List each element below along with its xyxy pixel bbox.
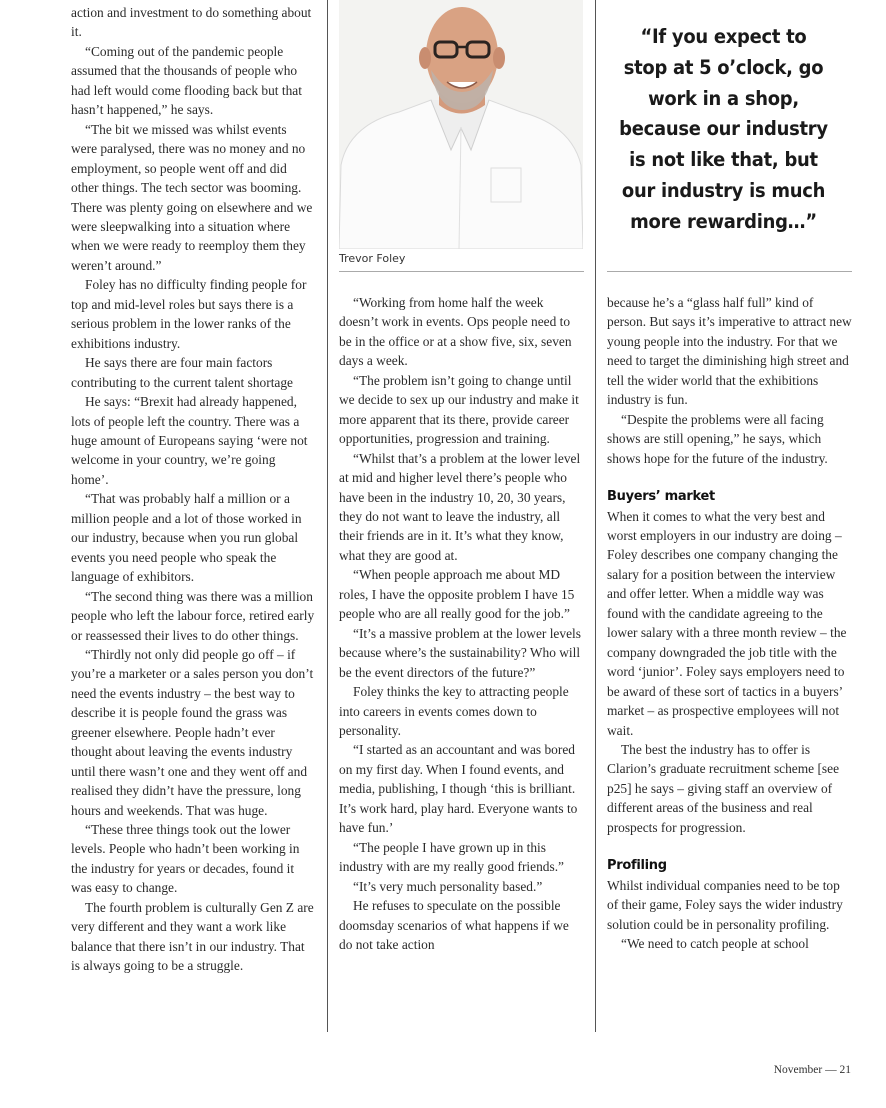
paragraph: “The second thing was there was a million people who left the labour force, retired early or reassessed their lives to do other things. (71, 588, 315, 643)
paragraph: “Thirdly not only did people go off – if you’re a marketer or a sales person you don’t need the events industry – the best way to describe it is people found the grass was greener elsewhere. People hadn’t ever thought about leaving the events industry until there wasn’t one and they went off and realised they didn’t have the pressure, long hours and weekends. That was huge. (71, 646, 314, 818)
paragraph: “When people approach me about MD roles, I have the opposite problem I have 15 people who are all really good for the job.” (339, 567, 575, 622)
subhead-profiling: Profiling (607, 858, 667, 874)
column-divider-right (595, 0, 596, 1032)
paragraph: He says: “Brexit had already happened, lots of people left the country. There was a huge amount of Europeans saying ‘were not welcome in your country, we’re going home’. (71, 394, 308, 487)
paragraph: action and investment to do something about it. (71, 5, 312, 40)
photo-caption: Trevor Foley (339, 252, 406, 265)
paragraph: He says there are four main factors contributing to the current talent shortage (71, 355, 293, 390)
paragraph: The best the industry has to offer is Clarion’s graduate recruitment scheme [see p25] he says – giving staff an overview of different areas of the business and real prospects for progression. (607, 741, 840, 835)
caption-rule (339, 271, 584, 272)
paragraph: “Whilst that’s a problem at the lower level at mid and higher level there’s people who have been in the industry 10, 20, 30 years, they do not want to leave the industry, all their friends are in it. It’s what they know, what they are good at. (339, 450, 581, 563)
paragraph: “Working from home half the week doesn’t work in events. Ops people need to be in the office or at a show five, six, seven days a week. (339, 295, 572, 369)
paragraph: Whilst individual companies need to be top of their game, Foley says the wider industry solution could be in personality profiling. (607, 877, 843, 932)
paragraph: “It’s very much personality based.” (353, 878, 543, 894)
paragraph: “I started as an accountant and was bored on my first day. When I found events, and media, publishing, I though ‘this is brilliant. It’s work hard, play hard. Everyone wants to have fun.’ (339, 742, 578, 836)
paragraph: “Despite the problems were all facing shows are still opening,” he says, which shows hope for the future of the industry. (607, 411, 828, 466)
paragraph: Foley thinks the key to attracting people into careers in events comes down to personality. (339, 684, 569, 738)
article-column-2 (339, 293, 584, 954)
paragraph: “The problem isn’t going to change until we decide to sex up our industry and make it more apparent that its there, provide career opportunities, progression and training. (339, 372, 579, 447)
paragraph: Foley has no difficulty finding people for top and mid-level roles but says there is a serious problem in the lower ranks of the exhibitions industry. (71, 277, 307, 351)
paragraph: He refuses to speculate on the possible doomsday scenarios of what happens if we do not take action (339, 898, 569, 952)
paragraph: “The bit we missed was whilst events were paralysed, there was no money and no employment, so people went off and did other things. The tech sector was booming. There was plenty going on elsewhere and we were sleepwalking into a situation where when we were ready to reemploy them they weren’t around.” (71, 121, 313, 273)
paragraph: because he’s a “glass half full” kind of person. But says it’s imperative to attract new young people into the industry. For that we need to target the diminishing high street and tell the wider world that the exhibitions industry is fun. (607, 295, 852, 408)
portrait-photo (339, 0, 583, 249)
paragraph: When it comes to what the very best and worst employers in our industry are doing – Foley describes one company changing the salary for a position between the interview and offer letter. When a middle way was found with the candidate agreeing to the lower salary with a three month review – the company downgraded the job title with the word ‘junior’. Foley says employers need to be award of these sort of tactics in a buyers’ market – as prospective employees will not wait. (607, 508, 847, 738)
article-column-1 (71, 3, 315, 976)
page-footer: November — 21 (773, 1064, 851, 1076)
column-divider-left (327, 0, 328, 1032)
pull-quote: “If you expect to stop at 5 o’clock, go work in a shop, because our industry is not like that, but our industry is much more rewarding…” (619, 25, 828, 233)
paragraph: “It’s a massive problem at the lower levels because where’s the sustainability? Who will be the event directors of the future?” (339, 625, 581, 680)
paragraph: “Coming out of the pandemic people assumed that the thousands of people who had left would come flooding back but that hasn’t happened,” he says. (71, 43, 302, 118)
paragraph: “We need to catch people at school (621, 936, 809, 952)
quote-rule (607, 271, 852, 272)
subhead-buyers-market: Buyers’ market (607, 489, 715, 505)
paragraph: “The people I have grown up in this industry with are my really good friends.” (339, 839, 564, 875)
paragraph: “These three things took out the lower levels. People who hadn’t been working in the industry for years or decades, found it was easy to change. (71, 822, 300, 896)
paragraph: The fourth problem is culturally Gen Z are very different and they want a work like balance that there isn’t in our industry. That is always going to be a struggle. (71, 899, 314, 974)
article-column-3 (607, 293, 852, 954)
paragraph: “That was probably half a million or a million people and a lot of those worked in our industry, because when you run global events you need people who speak the language of exhibitors. (71, 491, 302, 585)
